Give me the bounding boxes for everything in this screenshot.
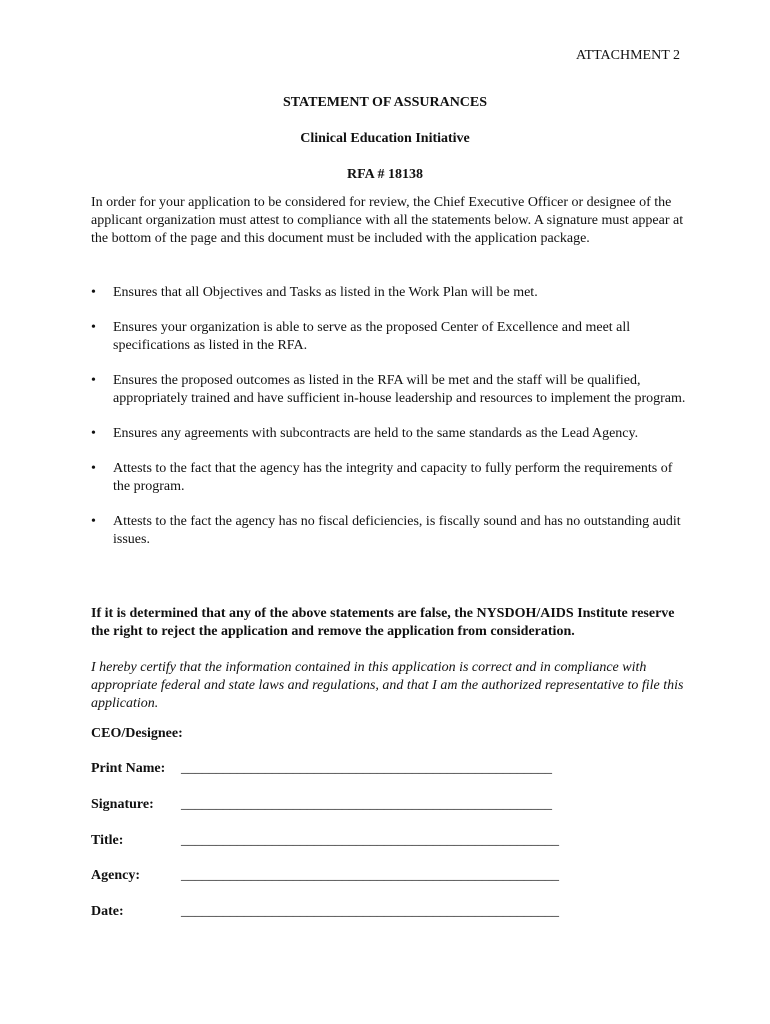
list-item: [91, 460, 687, 496]
list-item-text: Ensures that all Objectives and Tasks as listed in the Work Plan will be met.: [113, 285, 538, 300]
list-item: [91, 372, 687, 408]
signature-label: Signature:: [91, 797, 154, 812]
list-item: [91, 319, 687, 355]
attachment-label: ATTACHMENT 2: [575, 48, 680, 63]
title-label: Title:: [91, 833, 124, 848]
print-name-label: Print Name:: [91, 761, 166, 776]
list-item-text: Attests to the fact the agency has no fiscal deficiencies, is fiscally sound and has no outstanding audit issues.: [113, 514, 681, 547]
bullet-icon: •: [91, 320, 96, 335]
date-label: Date:: [91, 904, 124, 919]
bullet-icon: •: [91, 461, 96, 476]
agency-label: Agency:: [91, 868, 140, 883]
rfa-number: RFA # 18138: [347, 167, 423, 182]
bullet-icon: •: [91, 514, 96, 529]
ceo-designee-heading: CEO/Designee:: [91, 726, 183, 741]
assurance-list: [91, 284, 687, 566]
print-name-field[interactable]: _____________________________________________________: [181, 761, 552, 776]
bullet-icon: •: [91, 285, 96, 300]
list-item-text: Ensures the proposed outcomes as listed in the RFA will be met and the staff will be qualified, appropriately trained and have sufficient in-house leadership and resources to implement the program.: [113, 373, 686, 406]
document-title: STATEMENT OF ASSURANCES: [282, 95, 488, 110]
list-item-text: Ensures your organization is able to serve as the proposed Center of Excellence and meet all specifications as listed in the RFA.: [113, 320, 631, 353]
signature-field[interactable]: _____________________________________________________: [181, 797, 552, 812]
list-item: [91, 284, 687, 302]
bullet-icon: •: [91, 373, 96, 388]
intro-paragraph: In order for your application to be considered for review, the Chief Executive Officer or designee of the applicant organization must attest to compliance with all the statements below. A signature must appear at the bottom of the page and this document must be included with the application package.: [91, 195, 684, 246]
bullet-icon: •: [91, 426, 96, 441]
warning-paragraph: If it is determined that any of the above statements are false, the NYSDOH/AIDS Institute reserve the right to reject the application and remove the application from consideration.: [91, 606, 675, 639]
title-field[interactable]: ______________________________________________________: [181, 833, 559, 848]
list-item: [91, 513, 687, 549]
agency-field[interactable]: ______________________________________________________: [181, 868, 559, 883]
list-item-text: Ensures any agreements with subcontracts are held to the same standards as the Lead Agency.: [113, 426, 639, 441]
certification-paragraph: I hereby certify that the information contained in this application is correct and in compliance with appropriate federal and state laws and regulations, and that I am the authorized representative to file this application.: [91, 660, 684, 711]
document-subtitle: Clinical Education Initiative: [300, 131, 470, 146]
date-field[interactable]: ______________________________________________________: [181, 904, 559, 919]
list-item: [91, 425, 687, 443]
list-item-text: Attests to the fact that the agency has the integrity and capacity to fully perform the requirements of the program.: [113, 461, 673, 494]
